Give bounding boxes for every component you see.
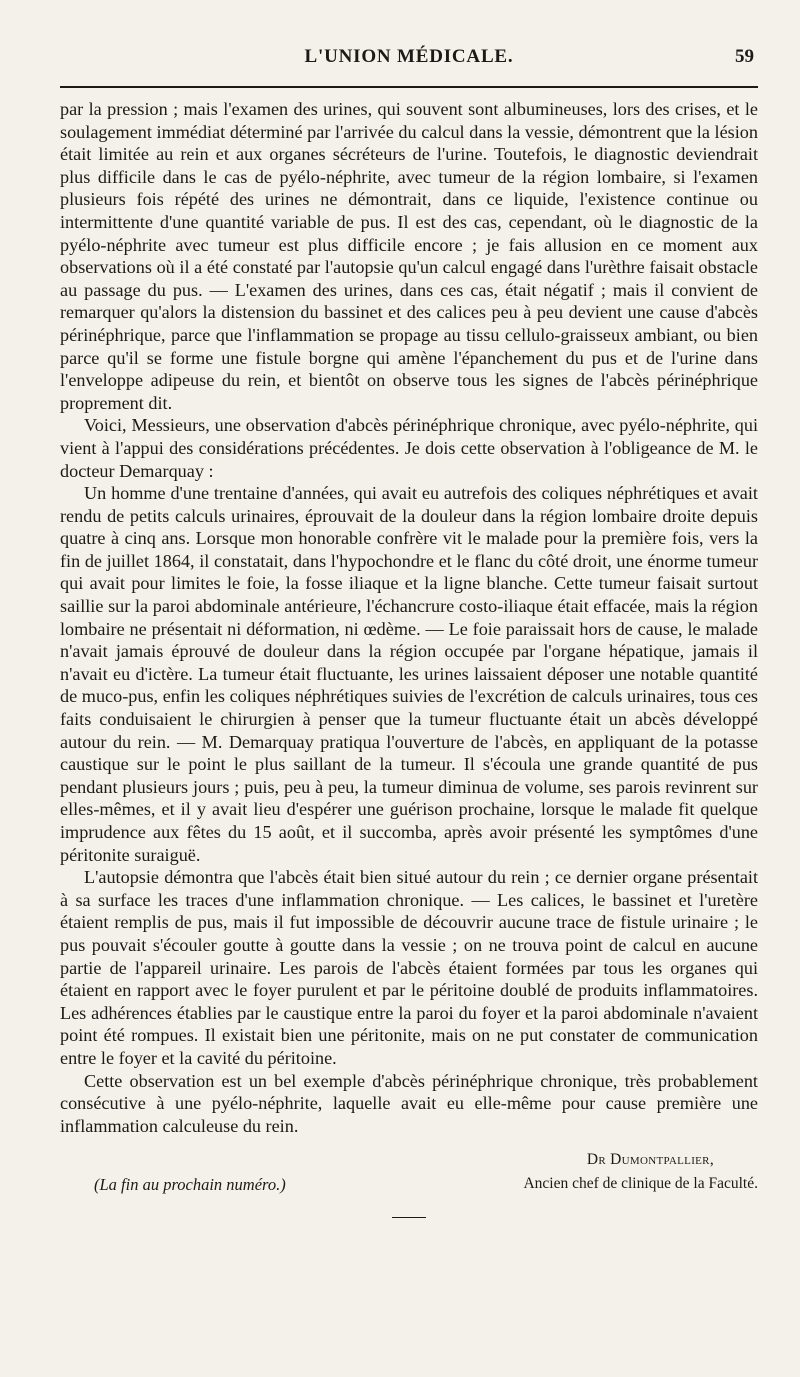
paragraph-2: Voici, Messieurs, une observation d'abcès périnéphrique chronique, avec pyélo-néphrite, qui vient à l'appui des considérations précédentes. Je dois cette observation à l'obligeance de M. le docteur Demarquay : xyxy=(60,415,758,481)
end-rule xyxy=(392,1217,426,1218)
running-header xyxy=(60,46,758,76)
page-number: 59 xyxy=(735,46,754,67)
header-rule xyxy=(60,86,758,88)
paragraph-5: Cette observation est un bel exemple d'abcès périnéphrique chronique, très probablement consécutive à une pyélo-néphrite, laquelle avait eu elle-même pour cause première une inflammation calculeuse du rein. xyxy=(60,1070,758,1136)
signature-block xyxy=(60,1151,758,1197)
continued-note: (La fin au prochain numéro.) xyxy=(94,1175,286,1195)
paragraph-4: L'autopsie démontra que l'abcès était bien situé autour du rein ; ce dernier organe présentait à sa surface les traces d'une inflammation chronique. — Les calices, le bassinet et l'uretère étaient remplis de pus, mais il fut impossible de découvrir aucune trace de fistule urinaire ; le pus pouvait s'écouler goutte à goutte dans la vessie ; on ne trouva point de calcul en aucune partie de l'appareil urinaire. Les parois de l'abcès étaient formées par tous les organes qui étaient en rapport avec le foyer purulent et par le péritoine doublé de produits inflammatoires. Les adhérences établies par le caustique entre la paroi du foyer et la paroi abdominale n'avaient point été rompues. Il existait bien une péritonite, mais on ne put constater de communication entre le foyer et la cavité du péritoine. xyxy=(60,867,758,1068)
article-body xyxy=(60,98,758,1137)
paragraph-3: Un homme d'une trentaine d'années, qui avait eu autrefois des coliques néphrétiques et avait rendu de petits calculs urinaires, éprouvait de la douleur dans la région lombaire droite depuis quatre à cinq ans. Lorsque mon honorable confrère vit le malade pour la première fois, vers la fin de juillet 1864, il constatait, dans l'hypochondre et le flanc du côté droit, une énorme tumeur qui avait pour limites le foie, la fosse iliaque et la ligne blanche. Cette tumeur faisait surtout saillie sur la paroi abdominale antérieure, l'échancrure costo-iliaque était effacée, mais la région lombaire ne présentait ni déformation, ni œdème. — Le foie paraissait hors de cause, le malade n'avait jamais éprouvé de douleur dans la région occupée par l'organe hépatique, jamais il n'avait eu d'ictère. La tumeur était fluctuante, les urines laissaient déposer une notable quantité de muco-pus, enfin les coliques néphrétiques suivies de l'excrétion de calculs urinaires, tous ces faits conduisaient le chirurgien à penser que la tumeur fluctuante était un abcès développé autour du rein. — M. Demarquay pratiqua l'ouverture de l'abcès, en appliquant de la potasse caustique sur le point le plus saillant de la tumeur. Il s'écoula une grande quantité de pus pendant plusieurs jours ; puis, peu à peu, la tumeur diminua de volume, ses parois revinrent sur elles-mêmes, et il y avait lieu d'espérer une guérison prochaine, lorsque le malade fit quelque imprudence aux fêtes du 15 août, et il succomba, après avoir présenté les symptômes d'une péritonite suraiguë. xyxy=(60,483,758,865)
author-name: Dr Dumontpallier, xyxy=(586,1151,714,1169)
journal-title: L'UNION MÉDICALE. xyxy=(304,46,514,67)
author-title: Ancien chef de clinique de la Faculté. xyxy=(523,1175,758,1193)
paragraph-1: par la pression ; mais l'examen des urines, qui souvent sont albumineuses, lors des crises, et le soulagement immédiat déterminé par l'arrivée du calcul dans la vessie, démontrent que la lésion était limitée au rein et aux organes sécréteurs de l'urine. Toutefois, le diagnostic deviendrait plus difficile dans le cas de pyélo-néphrite, avec tumeur de la région lombaire, si l'examen plusieurs fois répété des urines ne démontrait, dans ce liquide, l'existence continue ou intermittente d'une quantité variable de pus. Il est des cas, cependant, où le diagnostic de la pyélo-néphrite avec tumeur est plus difficile encore ; je fais allusion en ce moment aux observations où il a été constaté par l'autopsie qu'un calcul engagé dans l'urèthre faisait obstacle au passage du pus. — L'examen des urines, dans ces cas, était négatif ; mais il convient de remarquer qu'alors la distension du bassinet et des calices peu à peu devient une cause d'abcès périnéphrique, parce que l'inflammation se propage au tissu cellulo-graisseux ambiant, ou bien parce qu'il se forme une fistule borgne qui amène l'épanchement du pus et de l'urine dans l'enveloppe adipeuse du rein, et bientôt on observe tous les signes de l'abcès périnéphrique proprement dit. xyxy=(60,99,758,413)
